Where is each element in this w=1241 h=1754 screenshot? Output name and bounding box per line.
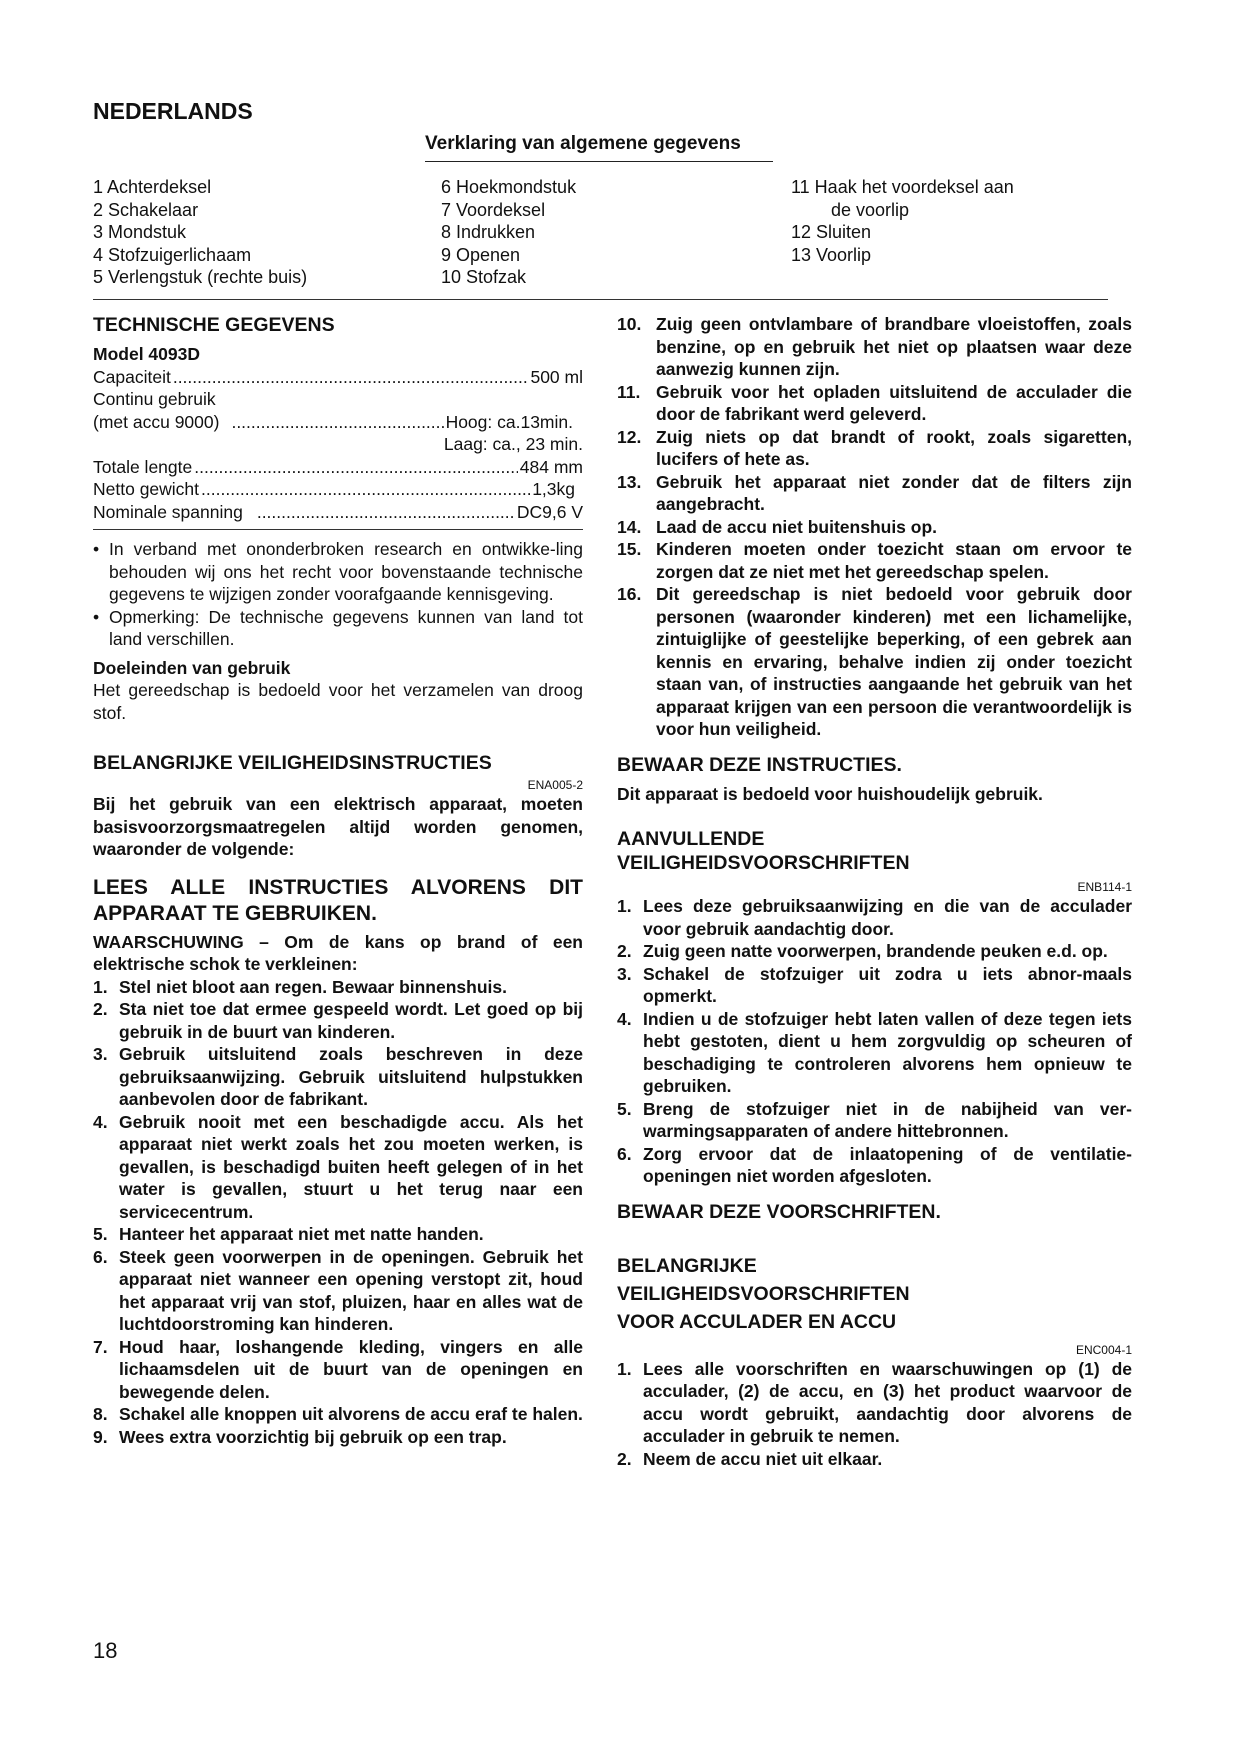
spec-value: 500 ml — [530, 366, 583, 387]
legend-item: 8 Indrukken — [441, 222, 536, 242]
legend-item: 3 Mondstuk — [93, 222, 187, 242]
safety-item: 1. Stel niet bloot aan regen. Bewaar binnenshuis. — [93, 976, 507, 997]
safety-item: 7. Houd haar, loshangende kleding, vingers en alle lichaamsdelen uit de buurt van de openingen en bewegende delen. — [93, 1336, 583, 1402]
safety-intro: Bij het gebruik van een elektrisch apparaat, moeten basisvoorzorgsmaatregelen altijd worden genomen, waaronder de volgende: — [93, 794, 583, 859]
spec-note: • Opmerking: De technische gegevens kunnen van land tot land verschillen. — [93, 606, 583, 649]
spec-note: • In verband met ononderbroken research en ontwikke-ling behouden wij ons het recht voor bovenstaande technische gegevens te wijzigen zonder voorafgaande kennisgeving. — [93, 539, 583, 604]
additional-item: 2. Zuig geen natte voorwerpen, brandende peuken e.d. op. — [617, 941, 1108, 961]
left-column — [93, 313, 583, 1448]
safety-item: 14. Laad de accu niet buitenshuis op. — [617, 516, 938, 537]
safety-code: ENA005-2 — [527, 778, 583, 792]
legend-column-2 — [441, 176, 576, 289]
safety-item: 8. Schakel alle knoppen uit alvorens de accu eraf te halen. — [93, 1404, 583, 1424]
legend-item-continuation: de voorlip — [831, 199, 910, 220]
page-language-heading: NEDERLANDS — [93, 98, 253, 124]
save-instructions-heading: BEWAAR DEZE INSTRUCTIES. — [617, 753, 902, 776]
page-number: 18 — [93, 1638, 118, 1663]
spec-value: 1,3kg — [532, 479, 575, 499]
spec-label: Netto gewicht — [93, 479, 200, 499]
spec-table-rule — [93, 529, 583, 530]
safety-heading: BELANGRIJKE VEILIGHEIDSINSTRUCTIES — [93, 752, 492, 774]
spec-label: Nominale spanning — [93, 501, 243, 522]
additional-heading-line1: AANVULLENDE — [617, 828, 765, 850]
warning-text: WAARSCHUWING – Om de kans op brand of een elektrische schok te verkleinen: — [93, 931, 583, 974]
additional-item: 6. Zorg ervoor dat de inlaatopening of de ventilatie-openingen niet worden afgesloten. — [617, 1143, 1132, 1186]
spec-length — [93, 456, 583, 479]
spec-value: DC9,6 V — [516, 501, 583, 522]
household-note: Dit apparaat is bedoeld voor huishoudelijk gebruik. — [617, 783, 1043, 804]
safety-item: 3. Gebruik uitsluitend zoals beschreven in deze gebruiksaanwijzing. Gebruik uitsluitend hulpstukken aanbevolen door de fabrikant. — [93, 1044, 583, 1109]
safety-item: 13. Gebruik het apparaat niet zonder dat de filters zijn aangebracht. — [617, 471, 1132, 514]
model-label: Model 4093D — [93, 344, 200, 364]
legend-item: 5 Verlengstuk (rechte buis) — [93, 267, 308, 287]
legend-column-3 — [791, 176, 1014, 266]
charger-code: ENC004-1 — [1075, 1342, 1132, 1357]
spec-label: Capaciteit — [93, 366, 171, 387]
legend-item: 7 Voordeksel — [441, 199, 546, 220]
spec-label: (met accu 9000) — [93, 411, 220, 432]
save-regulations-heading: BEWAAR DEZE VOORSCHRIFTEN. — [617, 1200, 941, 1223]
safety-item: 16. Dit gereedschap is niet bedoeld voor gebruik door personen (waaronder kinderen) met een lichamelijke, zintuiglijke of geestelijke beperking, of een gebrek aan kennis en ervaring, behalve indien zij onder toezicht staan van, of instructies aangaande het gebruik van het apparaat krijgen van een persoon die verantwoordelijk is voor hun veiligheid. — [617, 584, 1132, 739]
legend-title: Verklaring van algemene gegevens — [425, 133, 741, 154]
additional-item: 1. Lees deze gebruiksaanwijzing en die van de acculader voor gebruik aandachtig door. — [617, 896, 1132, 939]
legend-item: 2 Schakelaar — [93, 199, 199, 220]
safety-item: 9. Wees extra voorzichtig bij gebruik op een trap. — [93, 1426, 507, 1447]
charger-item: 2. Neem de accu niet uit elkaar. — [617, 1448, 883, 1469]
spec-runtime-high — [93, 411, 583, 434]
legend-item: 9 Openen — [441, 244, 521, 265]
legend-column-1 — [93, 176, 307, 289]
spec-note-text: In verband met ononderbroken research en ontwikke-ling behouden wij ons het recht voor bovenstaande technische gegevens te wijzigen zonder voorafgaande kennisgeving. — [109, 539, 583, 604]
spec-value: 484 mm — [519, 456, 583, 477]
legend-title-underline — [425, 161, 773, 162]
spec-voltage — [93, 501, 583, 524]
charger-heading-line3: VOOR ACCULADER EN ACCU — [617, 1310, 897, 1333]
safety-item: 11. Gebruik voor het opladen uitsluitend de acculader die door de fabrikant werd geleverd. — [617, 381, 1132, 424]
safety-item: 15. Kinderen moeten onder toezicht staan om ervoor te zorgen dat ze niet met het gereedschap spelen. — [617, 539, 1132, 582]
read-all-heading: LEES ALLE INSTRUCTIES ALVORENS DIT APPARAAT TE GEBRUIKEN. — [93, 875, 583, 925]
right-column — [617, 313, 1132, 1470]
charger-item: 1. Lees alle voorschriften en waarschuwingen op (1) de acculader, (2) de accu, en (3) het product waarvoor de accu wordt gebruikt, aandachtig door alvorens de acculader in gebruik te nemen. — [617, 1358, 1132, 1446]
section-divider — [93, 299, 1108, 300]
safety-item: 12. Zuig niets op dat brandt of rookt, zoals sigaretten, lucifers of hete as. — [617, 426, 1132, 469]
spec-note-text: Opmerking: De technische gegevens kunnen van land tot land verschillen. — [109, 606, 583, 649]
additional-item: 4. Indien u de stofzuiger hebt laten vallen of deze tegen iets hebt gestoten, dient u hem zorgvuldig op scheuren of beschadiging te controleren alvorens hem opnieuw te gebruiken. — [617, 1008, 1132, 1096]
safety-item: 4. Gebruik nooit met een beschadigde accu. Als het apparaat niet werkt zoals het zou moeten werken, is gevallen, is beschadigd buiten heeft gelegen of in het water is gevallen, stuurt u het terug naar een servicecentrum. — [93, 1111, 583, 1222]
safety-item: 5. Hanteer het apparaat niet met natte handen. — [93, 1224, 484, 1244]
legend-item: 6 Hoekmondstuk — [441, 177, 577, 197]
legend-item: 11 Haak het voordeksel aan — [791, 177, 1014, 197]
legend-item: 1 Achterdeksel — [93, 177, 212, 197]
charger-heading-line1: BELANGRIJKE — [617, 1254, 757, 1277]
legend-item: 10 Stofzak — [441, 267, 527, 287]
additional-item: 5. Breng de stofzuiger niet in de nabijheid van ver-warmingsapparaten of andere hittebronnen. — [617, 1098, 1132, 1141]
additional-item: 3. Schakel de stofzuiger uit zodra u iets abnor-maals opmerkt. — [617, 963, 1132, 1006]
spec-value: Hoog: ca.13min. — [445, 411, 573, 432]
purpose-heading: Doeleinden van gebruik — [93, 657, 291, 678]
legend-item: 4 Stofzuigerlichaam — [93, 244, 252, 265]
spec-capacity — [93, 366, 583, 389]
purpose-text: Het gereedschap is bedoeld voor het verzamelen van droog stof. — [93, 680, 583, 723]
additional-code: ENB114-1 — [1077, 880, 1132, 894]
charger-heading-line2: VEILIGHEIDSVOORSCHRIFTEN — [617, 1282, 910, 1305]
safety-item: 10. Zuig geen ontvlambare of brandbare vloeistoffen, zoals benzine, op en gebruik het niet op plaatsen waar deze aanwezig kunnen zijn. — [617, 314, 1132, 379]
spec-weight — [93, 478, 583, 501]
spec-continuous-label: Continu gebruik — [93, 389, 216, 409]
spec-runtime-low: Laag: ca., 23 min. — [443, 434, 583, 454]
legend-item: 13 Voorlip — [791, 244, 872, 265]
additional-heading-line2: VEILIGHEIDSVOORSCHRIFTEN — [617, 852, 910, 874]
safety-item: 6. Steek geen voorwerpen in de openingen. Gebruik het apparaat niet wanneer een opening verstopt zit, houd het apparaat vrij van stof, pluizen, haar en alles wat de luchtdoorstroming kan hinderen. — [93, 1246, 583, 1334]
safety-item: 2. Sta niet toe dat ermee gespeeld wordt. Let goed op bij gebruik in de buurt van kinderen. — [93, 999, 583, 1042]
legend-item: 12 Sluiten — [791, 222, 872, 242]
tech-specs-heading: TECHNISCHE GEGEVENS — [93, 314, 335, 336]
spec-label: Totale lengte — [93, 456, 193, 477]
